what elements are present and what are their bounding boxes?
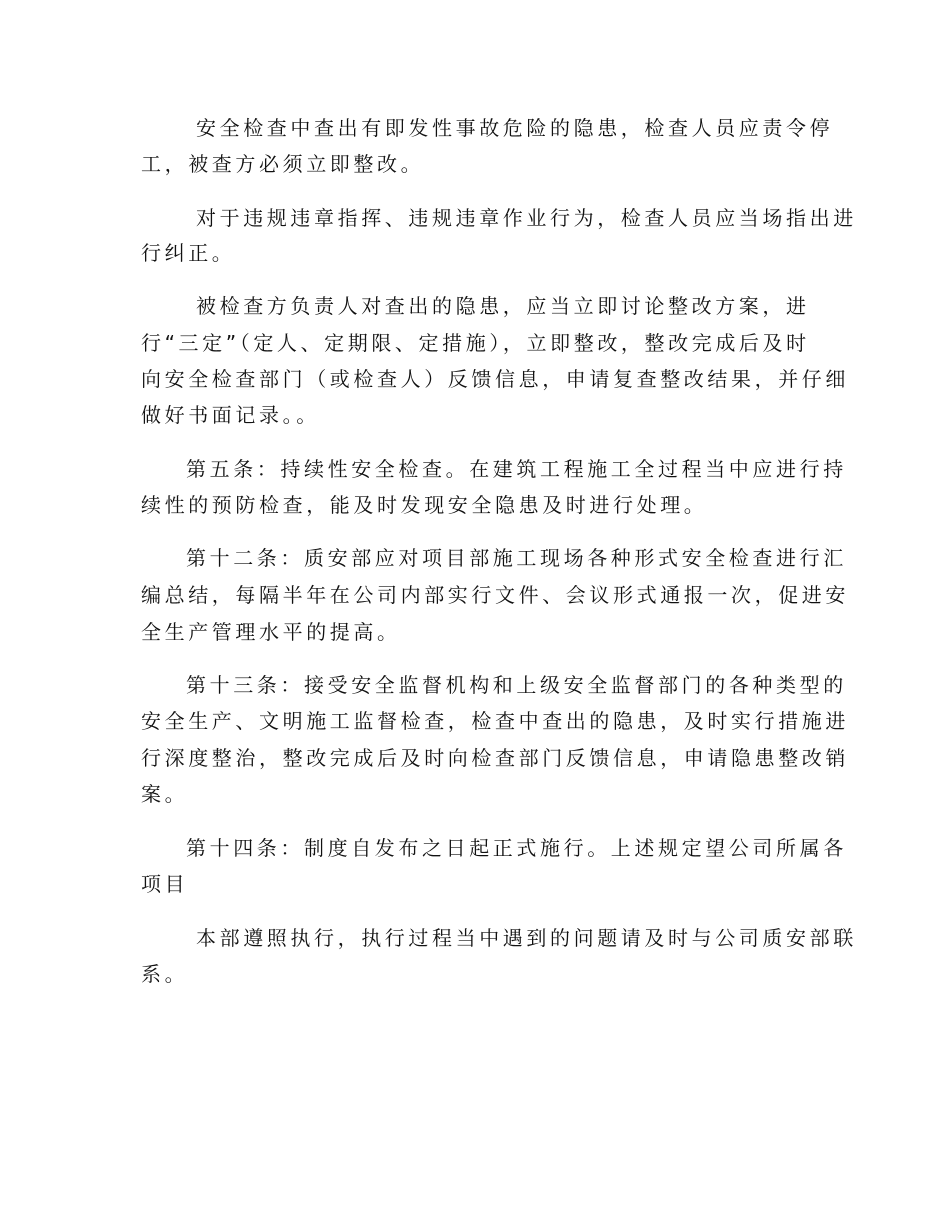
paragraph-5-line-3: 全生产管理水平的提高。: [141, 620, 401, 644]
paragraph-6-line-3: 行深度整治，整改完成后及时向检查部门反馈信息，申请隐患整改销: [141, 746, 849, 770]
paragraph-3-line-2: 行“三定”（定人、定期限、定措施），立即整改，整改完成后及时: [141, 331, 810, 355]
paragraph-2-line-2: 行纠正。: [141, 241, 236, 265]
paragraph-6-line-1: 第十三条：接受安全监督机构和上级安全监督部门的各种类型的: [186, 673, 847, 697]
paragraph-3-line-4: 做好书面记录。。: [141, 403, 320, 427]
paragraph-8-line-2: 系。: [141, 962, 189, 986]
paragraph-1-line-1: 安全检查中查出有即发性事故危险的隐患，检查人员应责令停: [196, 116, 834, 140]
paragraph-1-line-2: 工，被查方必须立即整改。: [141, 152, 425, 176]
paragraph-8-line-1: 本部遵照执行，执行过程当中遇到的问题请及时与公司质安部联: [196, 926, 857, 950]
paragraph-5-line-1: 第十二条：质安部应对项目部施工现场各种形式安全检查进行汇: [186, 546, 847, 570]
paragraph-4-line-2: 续性的预防检查，能及时发现安全隐患及时进行处理。: [141, 493, 708, 517]
paragraph-7-line-1: 第十四条：制度自发布之日起正式施行。上述规定望公司所属各: [186, 836, 847, 860]
paragraph-5-line-2: 编总结，每隔半年在公司内部实行文件、会议形式通报一次，促进安: [141, 583, 849, 607]
paragraph-6-line-4: 案。: [141, 782, 189, 806]
paragraph-7-line-2: 项目: [141, 872, 189, 896]
paragraph-2-line-1: 对于违规违章指挥、违规违章作业行为，检查人员应当场指出进: [196, 206, 857, 230]
paragraph-3-line-1: 被检查方负责人对查出的隐患，应当立即讨论整改方案，进: [196, 294, 810, 318]
paragraph-3-line-3: 向安全检查部门（或检查人）反馈信息，申请复查整改结果，并仔细: [141, 367, 849, 391]
paragraph-6-line-2: 安全生产、文明施工监督检查，检查中查出的隐患，及时实行措施进: [141, 709, 849, 733]
paragraph-4-line-1: 第五条：持续性安全检查。在建筑工程施工全过程当中应进行持: [186, 457, 847, 481]
